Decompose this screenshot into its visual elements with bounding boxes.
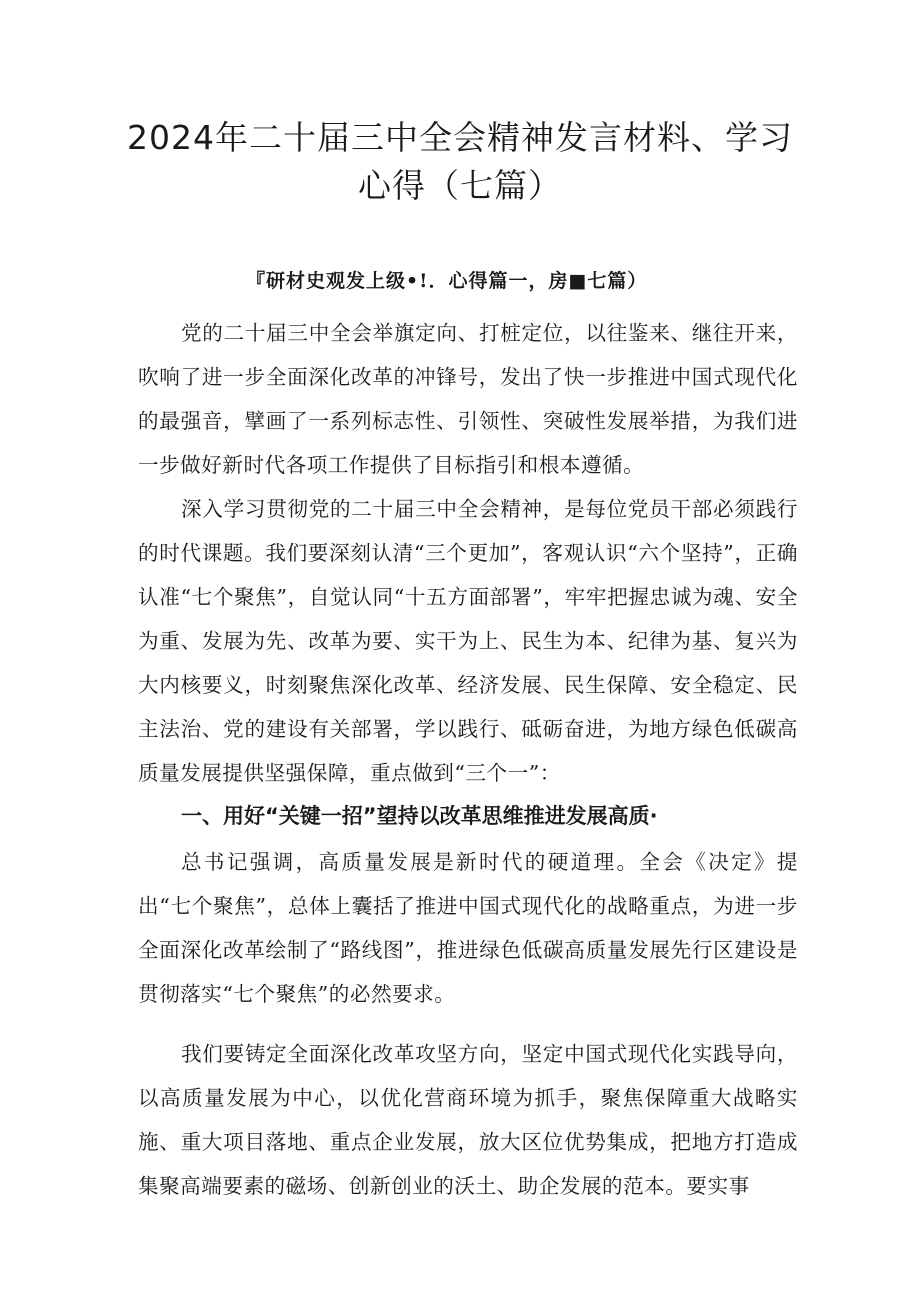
document-subtitle: 『研材史观发上级•!．心得篇一，房■七篇） [246, 270, 648, 292]
document-title-line-2: 心得（七篇） [358, 166, 562, 205]
section-paragraph: 我们要铸定全面深化改革攻坚方向，坚定中国式现代化实践导向，以高质量发展为中心，以优化营商环境为抓手，聚焦保障重大战略实施、重大项目落地、重点企业发展，放大区位优势集成，把地方打造成集聚高端要素的磁场、创新创业的沃土、助企发展的范本。要实事 [138, 1042, 798, 1198]
body-paragraph: 党的二十届三中全会举旗定向、打桩定位，以往鉴来、继往开来，吹响了进一步全面深化改革的冲锋号，发出了快一步推进中国式现代化的最强音，擘画了一系列标志性、引领性、突破性发展举措，为我们进一步做好新时代各项工作提供了目标指引和根本遵循。 [138, 321, 798, 477]
section-paragraph: 总书记强调，高质量发展是新时代的硬道理。全会《决定》提出“七个聚焦”，总体上囊括了推进中国式现代化的战略重点，为进一步全面深化改革绘制了“路线图”，推进绿色低碳高质量发展先行区建设是贯彻落实“七个聚焦”的必然要求。 [138, 850, 798, 1006]
section-heading: 一、用好“关键一招”望持以改革思维推进发展高质· [181, 804, 658, 828]
document-title-line-1: 2024年二十届三中全会精神发言材料、学习 [127, 118, 793, 157]
body-paragraph: 深入学习贯彻党的二十届三中全会精神，是每位党员干部必须践行的时代课题。我们要深刻认清“三个更加”，客观认识“六个坚持”，正确认准“七个聚焦”，自觉认同“十五方面部署”，牢牢把握忠诚为魂、安全为重、发展为先、改革为要、实干为上、民生为本、纪律为基、复兴为大内核要义，时刻聚焦深化改革、经济发展、民生保障、安全稳定、民主法治、党的建设有关部署，学以践行、砥砺奋进，为地方绿色低碳高质量发展提供坚强保障，重点做到“三个一”： [138, 497, 798, 785]
